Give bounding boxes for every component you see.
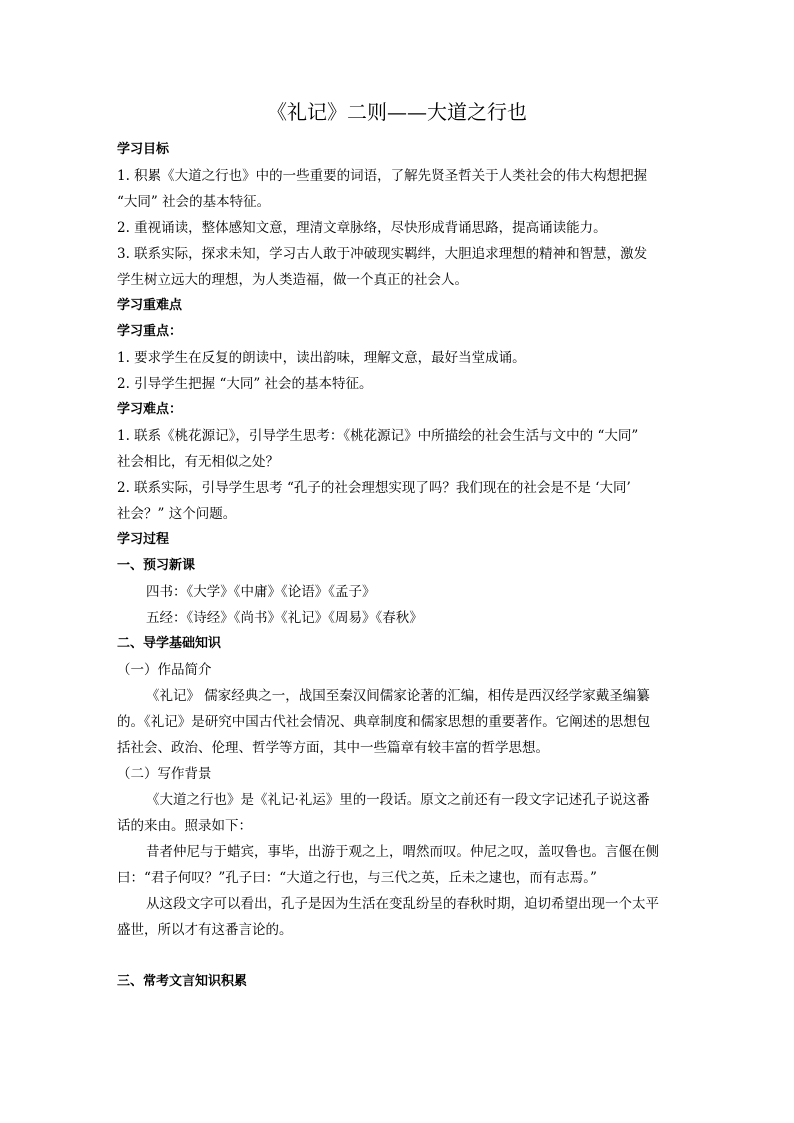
difficult-point-1-line-1: 1. 联系《桃花源记》，引导学生思考：《桃花源记》中所描绘的社会生活与文中的 “大同” — [117, 428, 639, 444]
heading-basic-knowledge: 二、导学基础知识 — [117, 636, 222, 651]
goal-2: 2. 重视诵读，整体感知文意，理清文章脉络，尽快形成背诵思路，提高诵读能力。 — [117, 220, 607, 236]
work-intro-line-2: 的。《礼记》是研究中国古代社会情况、典章制度和儒家思想的重要著作。它阐述的思想包 — [117, 714, 651, 730]
heading-learning-process: 学习过程 — [117, 532, 170, 547]
conclusion-line-1: 从这段文字可以看出，孔子是因为生活在变乱纷呈的春秋时期，迫切希望出现一个太平 — [146, 896, 659, 912]
quote-line-1: 昔者仲尼与于蜡宾，事毕，出游于观之上，喟然而叹。仲尼之叹，盖叹鲁也。言偃在侧 — [146, 844, 659, 860]
heading-preview: 一、预习新课 — [117, 558, 196, 573]
heading-key-difficult-points: 学习重难点 — [117, 298, 183, 313]
document-title: 《礼记》二则——大道之行也 — [267, 100, 527, 124]
key-point-1: 1. 要求学生在反复的朗读中，读出韵味，理解文意，最好当堂成诵。 — [117, 350, 526, 366]
heading-background: （二）写作背景 — [117, 766, 212, 782]
work-intro-line-3: 括社会、政治、伦理、哲学等方面，其中一些篇章有较丰富的哲学思想。 — [117, 740, 549, 756]
difficult-point-1-line-2: 社会相比，有无相似之处？ — [117, 454, 279, 470]
goal-1-line-1: 1. 积累《大道之行也》中的一些重要的词语，了解先贤圣哲关于人类社会的伟大构想把握 — [117, 168, 648, 184]
heading-learning-goals: 学习目标 — [117, 142, 170, 157]
goal-3-line-2: 学生树立远大的理想，为人类造福，做一个真正的社会人。 — [117, 272, 468, 288]
blank-line — [117, 943, 677, 969]
background-line-2: 话的来由。照录如下： — [117, 818, 252, 834]
goal-1-line-2: “大同” 社会的基本特征。 — [117, 194, 271, 210]
heading-key-points: 学习重点： — [117, 324, 183, 339]
document-body — [117, 137, 677, 995]
heading-classical-knowledge: 三、常考文言知识积累 — [117, 974, 248, 989]
four-books: 四书：《大学》《中庸》《论语》《孟子》 — [146, 584, 376, 600]
background-line-1: 《大道之行也》是《礼记·礼运》里的一段话。原文之前还有一段文字记述孔子说这番 — [146, 792, 650, 808]
difficult-point-2-line-2: 社会？” 这个问题。 — [117, 506, 237, 522]
difficult-point-2-line-1: 2. 联系实际，引导学生思考 “孔子的社会理想实现了吗？我们现在的社会是不是 ‘大同’ — [117, 480, 631, 496]
goal-3-line-1: 3. 联系实际，探求未知，学习古人敢于冲破现实羁绊，大胆追求理想的精神和智慧，激发 — [117, 246, 648, 262]
five-classics: 五经：《诗经》《尚书》《礼记》《周易》《春秋》 — [146, 610, 423, 626]
quote-line-2: 曰：“君子何叹？”孔子曰：“大道之行也，与三代之英，丘未之逮也，而有志焉。” — [117, 870, 597, 886]
work-intro-line-1: 《礼记》 儒家经典之一，战国至秦汉间儒家论著的汇编，相传是西汉经学家戴圣编纂 — [146, 688, 650, 704]
conclusion-line-2: 盛世，所以才有这番言论的。 — [117, 922, 293, 938]
heading-work-intro: （一）作品简介 — [117, 662, 212, 678]
heading-difficult-points: 学习难点： — [117, 402, 183, 417]
key-point-2: 2. 引导学生把握 “大同” 社会的基本特征。 — [117, 376, 373, 392]
